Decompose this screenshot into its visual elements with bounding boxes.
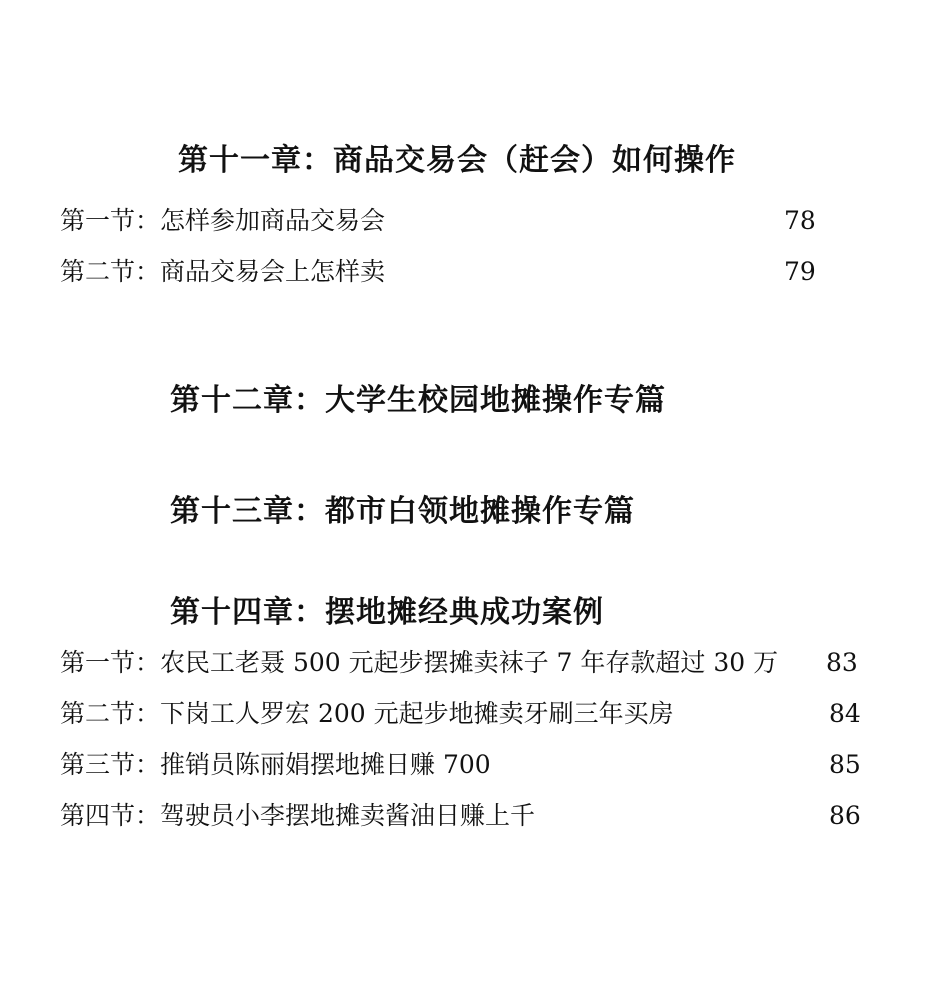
section-page-number: 85 (829, 750, 861, 779)
section-title: 第一节：怎样参加商品交易会 (60, 206, 386, 235)
section-page-number: 83 (826, 648, 858, 677)
section-title: 第三节：推销员陈丽娟摆地摊日赚 700 (60, 750, 491, 779)
section-page-number: 84 (829, 699, 861, 728)
section-title: 第二节：下岗工人罗宏 200 元起步地摊卖牙刷三年买房 (60, 699, 674, 728)
chapter-title: 第十二章：大学生校园地摊操作专篇 (170, 383, 666, 418)
chapter-title: 第十一章：商品交易会（赶会）如何操作 (178, 143, 736, 178)
section-page-number: 79 (784, 257, 816, 286)
section-page-number: 86 (829, 801, 861, 830)
section-title: 第二节：商品交易会上怎样卖 (60, 257, 386, 286)
section-title: 第一节：农民工老聂 500 元起步摆摊卖袜子 7 年存款超过 30 万 (60, 648, 779, 677)
section-title: 第四节：驾驶员小李摆地摊卖酱油日赚上千 (60, 801, 536, 830)
chapter-title: 第十三章：都市白领地摊操作专篇 (170, 494, 635, 529)
section-page-number: 78 (784, 206, 816, 235)
chapter-title: 第十四章：摆地摊经典成功案例 (170, 595, 604, 630)
